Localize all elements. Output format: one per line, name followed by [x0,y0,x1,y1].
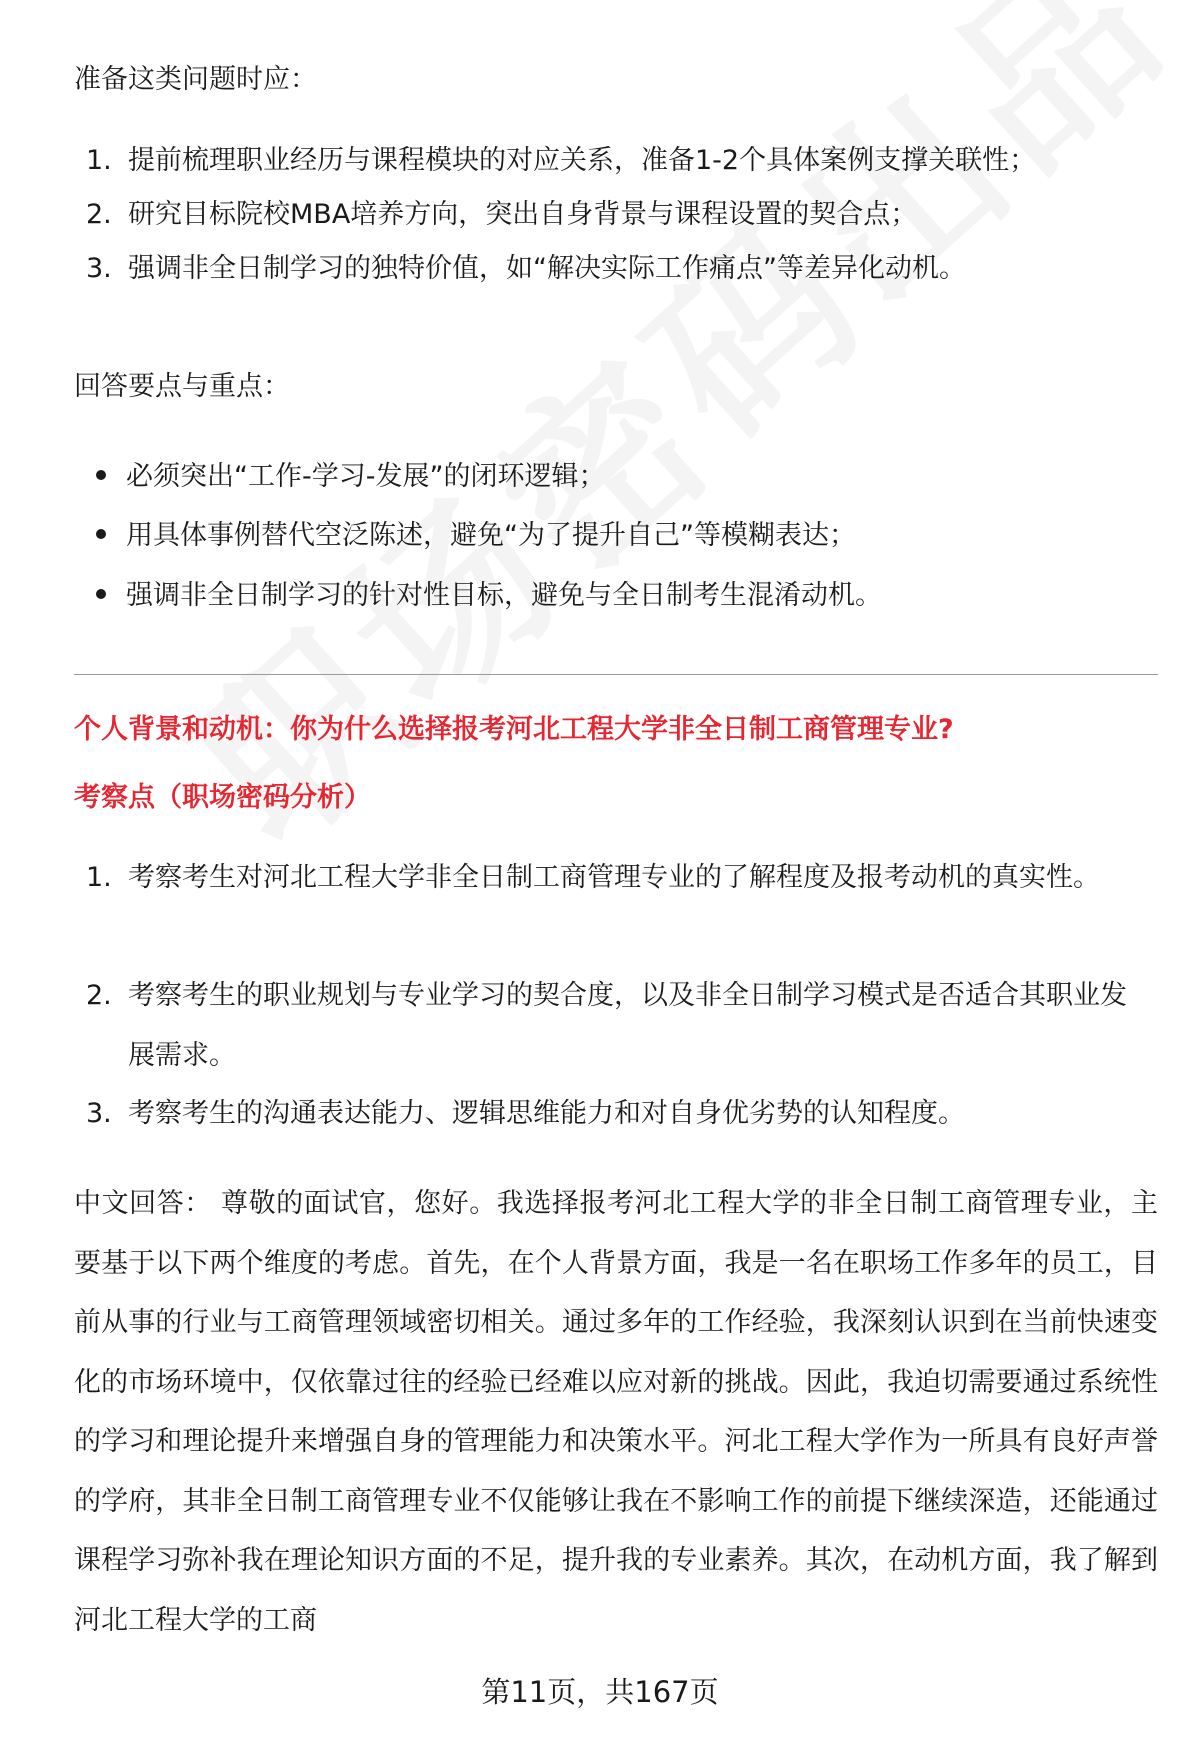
key-point [96,506,856,566]
bullet-icon [96,470,106,480]
item-number: 2. [86,199,112,230]
item-number: 2. [86,980,112,1011]
question-title: 个人背景和动机：你为什么选择报考河北工程大学非全日制工商管理专业? [74,714,954,745]
item-text: 考察考生的职业规划与专业学习的契合度，以及非全日制学习模式是否适合其职业发展需求。 [128,980,1127,1071]
item-number: 3. [86,1098,112,1129]
key-point-text: 用具体事例替代空泛陈述，避免“为了提升自己”等模糊表达； [126,520,856,551]
item-text: 提前梳理职业经历与课程模块的对应关系，准备1-2个具体案例支撑关联性； [128,145,1037,176]
section-divider [74,674,1158,675]
item-text: 强调非全日制学习的独特价值，如“解决实际工作痛点”等差异化动机。 [128,253,966,284]
key-point [96,447,605,507]
key-point [96,566,882,626]
prep-item [86,239,966,299]
prep-intro: 准备这类问题时应： [74,64,317,95]
answer-paragraph: 中文回答： 尊敬的面试官，您好。我选择报考河北工程大学的非全日制工商管理专业，主要基于以下两个维度的考虑。首先，在个人背景方面，我是一名在职场工作多年的员工，目前从事的行业与工商管理领域密切相关。通过多年的工作经验，我深刻认识到在当前快速变化的市场环境中，仅依靠过往的经验已经难以应对新的挑战。因此，我迫切需要通过系统性的学习和理论提升来增强自身的管理能力和决策水平。河北工程大学作为一所具有良好声誉的学府，其非全日制工商管理专业不仅能够让我在不影响工作的前提下继续深造，还能通过课程学习弥补我在理论知识方面的不足，提升我的专业素养。其次，在动机方面，我了解到河北工程大学的工商 [74,1188,1158,1636]
focus-item [86,848,1148,908]
item-text: 考察考生对河北工程大学非全日制工商管理专业的了解程度及报考动机的真实性。 [128,862,1100,893]
prep-item [86,131,1036,191]
bullet-icon [96,529,106,539]
item-number: 1. [86,145,112,176]
item-number: 1. [86,862,112,893]
focus-title: 考察点（职场密码分析） [74,782,371,813]
bullet-icon [96,589,106,599]
key-point-text: 必须突出“工作-学习-发展”的闭环逻辑； [126,461,606,492]
key-points-intro: 回答要点与重点： [74,371,290,402]
page-footer: 第11页，共167页 [481,1675,719,1709]
prep-item [86,185,917,245]
focus-item [86,966,1148,1086]
item-number: 3. [86,253,112,284]
focus-item [86,1084,1148,1144]
item-text: 考察考生的沟通表达能力、逻辑思维能力和对自身优劣势的认知程度。 [128,1098,965,1129]
key-point-text: 强调非全日制学习的针对性目标，避免与全日制考生混淆动机。 [126,580,882,611]
item-text: 研究目标院校MBA培养方向，突出自身背景与课程设置的契合点； [128,199,918,230]
